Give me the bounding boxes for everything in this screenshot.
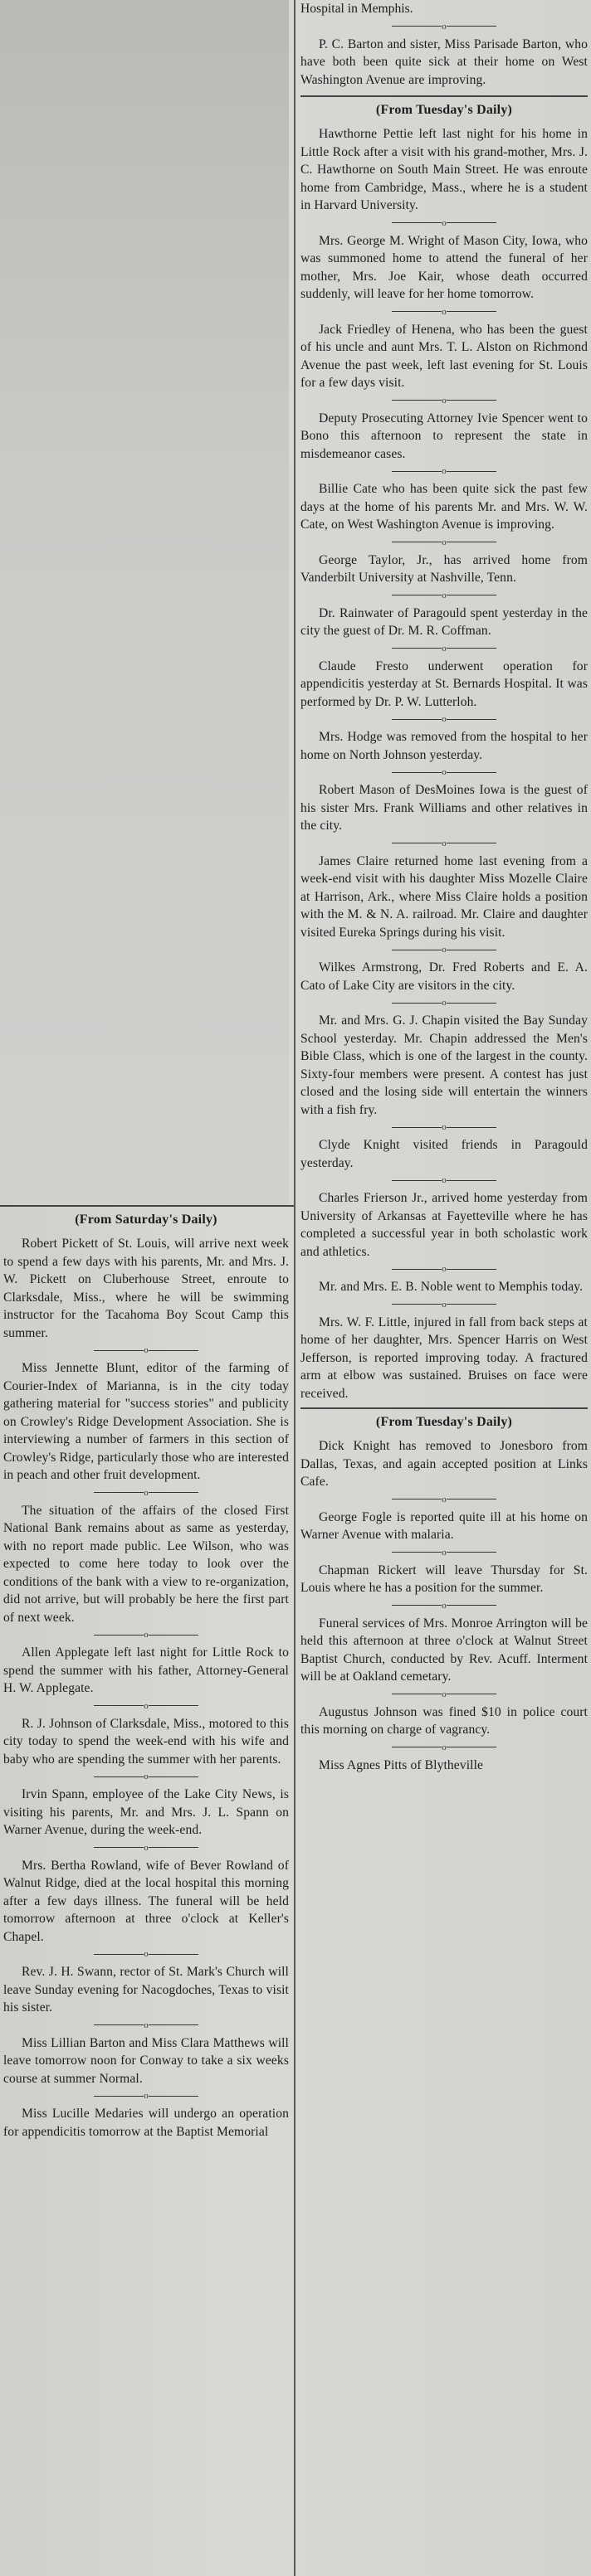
news-item: Dick Knight has removed to Jonesboro from Dallas, Texas, and again accepted position at Links Cafe. [300,1439,588,1489]
item-separator: o [300,1174,588,1186]
left-column [3,1207,289,2575]
item-separator: o [3,1487,289,1499]
item-separator: o [300,1494,588,1505]
news-item: Claude Fresto underwent operation for appendicitis yesterday at St. Bernards Hospital. It was performed by Dr. P. W. Lutterloh. [300,659,588,709]
news-item: George Fogle is reported quite ill at his home on Warner Avenue with malaria. [300,1509,588,1542]
item-separator: o [3,1842,289,1854]
section-heading-tuesday-2: (From Tuesday's Daily) [375,1415,513,1429]
article-fragment-top: Hospital in Memphis. [300,2,413,16]
news-item: R. J. Johnson of Clarksdale, Miss., motored to this city today to spend the week-end with his wife and baby who are spending the summer with her parents. [3,1716,289,1767]
news-item: Rev. J. H. Swann, rector of St. Mark's Church will leave Sunday evening for Nacogdoches, Texas to visit his sister. [3,1965,289,2015]
news-item: The situation of the affairs of the closed First National Bank remains about as same as yesterday, with no report made public. Lee Wilson, who was expected to come here today to look over the conditions of the bank with a view to re-organization, did not arrive, but will probably be here the first part of next week. [3,1503,289,1625]
news-items-left [3,1235,289,2141]
news-item: Funeral services of Mrs. Monroe Arrington will be held this afternoon at three o'clock at Walnut Street Baptist Church, conducted by Rev. Acuff. Interment will be at Oakland cemetary. [300,1616,588,1684]
item-separator: o [3,1629,289,1640]
section-rule [300,1407,588,1409]
item-separator: o [300,537,588,548]
news-item: Mr. and Mrs. E. B. Noble went to Memphis today. [319,1280,584,1294]
item-separator: o [300,944,588,955]
news-items-b [300,125,588,1402]
news-item: Mr. and Mrs. G. J. Chapin visited the Bay Sunday School yesterday. Mr. Chapin addressed the Men's Bible Class, which is one of the largest in the county. Sixty-four members were present. A contest has just closed and the losing side will entertain the winners with a fish fry. [300,1013,588,1117]
news-item: Mrs. Bertha Rowland, wife of Bever Rowland of Walnut Ridge, died at the local hospital this morning after a few days illness. The funeral will be held tomorrow afternoon at three o'clock at Keller's Chapel. [3,1858,289,1944]
news-item: Irvin Spann, employee of the Lake City News, is visiting his parents, Mr. and Mrs. J. L. Spann on Warner Avenue, during the week-end. [3,1787,289,1837]
blank-margin [0,0,289,1207]
news-item: Dr. Rainwater of Paragould spent yesterday in the city the guest of Dr. M. R. Coffman. [300,605,588,638]
right-column [300,0,588,2576]
item-separator: o [3,2090,289,2102]
item-separator: o [300,1689,588,1700]
item-separator: o [300,713,588,725]
news-item: Charles Frierson Jr., arrived home yesterday from University of Arkansas at Fayetteville where he has completed a successful year in both scholastic work and athletics. [300,1191,588,1259]
news-item: Miss Jennette Blunt, editor of the farming of Courier-Index of Marianna, is in the city today gathering material for "success stories" and publicity on Crowley's Ridge Development Association. She is interviewing a number of farmers in this section of Crowley's Ridge, particularly those who are interested in peach and other fruit development. [3,1361,289,1482]
item-separator: o [300,1299,588,1310]
item-separator: o [300,1263,588,1275]
item-separator: o [3,1948,289,1960]
item-separator: o [300,997,588,1009]
news-item: James Claire returned home last evening from a week-end visit with his daughter Miss Mozelle Claire at Harrison, Ark., where Miss Claire holds a position with the M. & N. A. railroad. Mr. Claire and daughter visited Eureka Springs during his visit. [300,853,588,940]
news-item: Robert Mason of DesMoines Iowa is the guest of his sister Mrs. Frank Williams and other relatives in the city. [300,783,588,833]
item-separator: o [300,217,588,229]
news-item: Miss Lillian Barton and Miss Clara Matthews will leave tomorrow noon for Conway to take a six weeks course at summer Normal. [3,2035,289,2086]
item-separator: o [300,766,588,778]
news-item: Miss Lucille Medaries will undergo an operation for appendicitis tomorrow at the Baptist Memorial [3,2107,289,2139]
news-items-c [300,1437,588,1774]
item-separator: o [300,1600,588,1611]
section-heading-tuesday: (From Tuesday's Daily) [375,103,513,117]
news-item: Mrs. W. F. Little, injured in fall from back steps at home of her daughter, Mrs. Spencer Harris on West Jefferson, is reported improving today. A fractured arm at elbow was sustained. Bruises on face were received. [300,1315,588,1401]
news-item: Mrs. Hodge was removed from the hospital to her home on North Johnson yesterday. [300,730,588,762]
news-item: Augustus Johnson was fined $10 in police court this morning on charge of vagrancy. [300,1704,588,1737]
item-separator: o [3,1344,289,1356]
news-item: Allen Applegate left last night for Little Rock to spend the summer with his father, Attorney-General H. W. Applegate. [3,1645,289,1695]
item-separator: o [3,2019,289,2031]
item-separator: o [300,643,588,654]
item-separator: o [300,590,588,601]
news-item: Miss Agnes Pitts of Blytheville [319,1757,484,1772]
news-item: Clyde Knight visited friends in Paragould yesterday. [300,1138,588,1170]
news-item: P. C. Barton and sister, Miss Parisade Barton, who have both been quite sick at their home on West Washington Avenue are improving. [300,36,588,87]
section-rule [300,95,588,97]
column-rule [294,0,296,2576]
section-heading-saturday: (From Saturday's Daily) [75,1213,217,1227]
item-separator: o [300,21,588,32]
item-separator: o [300,1742,588,1753]
news-item: Wilkes Armstrong, Dr. Fred Roberts and E. A. Cato of Lake City are visitors in the city. [300,960,588,993]
item-separator: o [300,395,588,406]
news-item: Mrs. George M. Wright of Mason City, Iowa, who was summoned home to attend the funeral of her mother, Mrs. Joe Kair, whose death occurred suddenly, will leave for her home tomorrow. [300,233,588,301]
news-item: Deputy Prosecuting Attorney Ivie Spencer went to Bono this afternoon to represent the state in misdemeanor cases. [300,411,588,461]
news-item: Jack Friedley of Henena, who has been the guest of his uncle and aunt Mrs. T. L. Alston on Richmond Avenue the past week, left last evening for St. Louis for a few days visit. [300,322,588,390]
item-separator: o [300,1547,588,1558]
item-separator: o [300,1121,588,1133]
item-separator: o [300,306,588,318]
item-separator: o [3,1700,289,1712]
item-separator: o [300,465,588,477]
item-separator: o [300,838,588,849]
news-items-a [300,36,588,90]
news-item: Hawthorne Pettie left last night for his home in Little Rock after a visit with his grand-mother, Mrs. J. C. Hawthorne on South Main Street. He was enroute home from Cambridge, Mass., where he is a student in Harvard University. [300,127,588,212]
item-separator: o [3,1771,289,1782]
news-item: George Taylor, Jr., has arrived home from Vanderbilt University at Nashville, Tenn. [300,552,588,585]
news-item: Billie Cate who has been quite sick the past few days at the home of his parents Mr. and Mrs. W. W. Cate, on West Washington Avenue is improving. [300,482,588,532]
news-item: Chapman Rickert will leave Thursday for St. Louis where he has a position for the summer. [300,1563,588,1595]
news-item: Robert Pickett of St. Louis, will arrive next week to spend a few days with his parents, Mr. and Mrs. J. W. Pickett on Cluberhouse Street, enroute to Clarksdale, Miss., where he will be swimming instructor for the Tacahoma Boy Scout Camp this summer. [3,1237,289,1340]
